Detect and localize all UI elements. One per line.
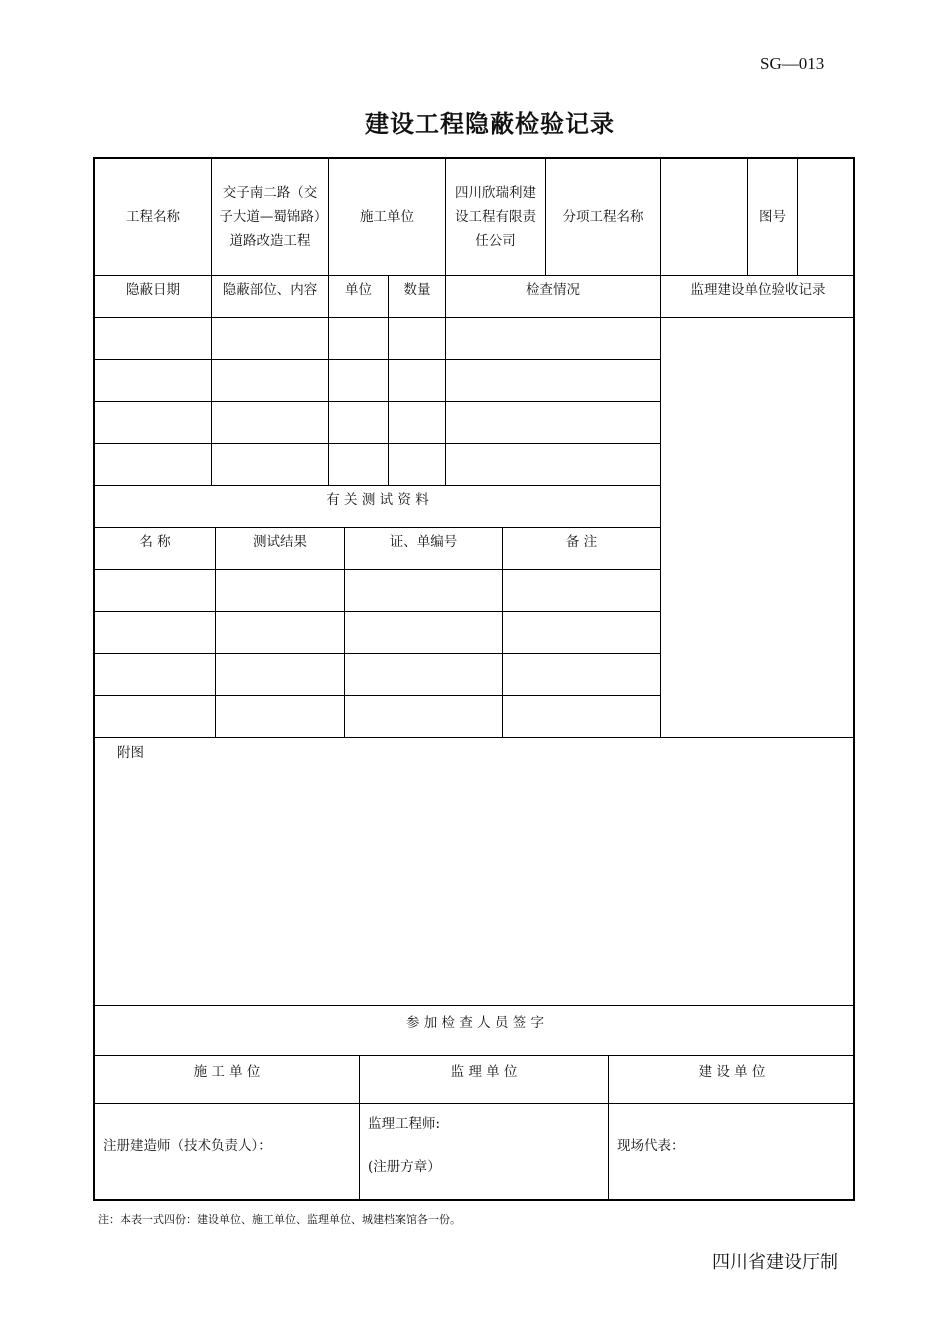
construction-unit-value: 四川欣瑞利建设工程有限责任公司 [455,185,536,249]
test-col-remark: 备 注 [565,534,598,550]
sig-building-unit: 建 设 单 位 [698,1064,766,1080]
attachment-label: 附图 [117,745,144,761]
col-location: 隐蔽部位、内容 [222,282,318,298]
form-title: 建设工程隐蔽检验记录 [365,110,615,138]
record-table [93,157,855,1201]
construction-unit-label: 施工单位 [360,209,414,225]
footnote: 注：本表一式四份：建设单位、施工单位、监理单位、城建档案馆各一份。 [98,1213,461,1226]
form-code: SG—013 [760,54,825,73]
project-name-value: 交子南二路（交子大道—蜀锦路）道路改造工程 [219,185,321,249]
drawing-no-value[interactable] [798,159,855,275]
test-col-result: 测试结果 [253,534,307,550]
col-inspection: 检查情况 [526,282,580,298]
col-quantity: 数量 [403,282,431,298]
registered-seal-label: (注册方章） [368,1159,441,1175]
signature-heading: 参 加 检 查 人 员 签 字 [405,1015,545,1031]
test-data-heading: 有 关 测 试 资 料 [326,492,429,508]
project-name-label: 工程名称 [126,209,180,225]
col-unit: 单位 [345,282,372,298]
registered-builder-label: 注册建造师（技术负责人）： [103,1138,272,1154]
sub-project-label: 分项工程名称 [562,209,644,225]
supervision-engineer-label: 监理工程师: [368,1116,441,1132]
sig-construction-unit: 施 工 单 位 [193,1064,261,1080]
site-rep-label: 现场代表： [617,1138,685,1154]
issuer: 四川省建设厅制 [712,1252,838,1273]
col-date: 隐蔽日期 [126,282,180,298]
test-col-name: 名 称 [139,534,171,550]
test-col-cert: 证、单编号 [389,534,458,550]
drawing-no-label: 图号 [759,209,786,225]
sig-supervision-unit: 监 理 单 位 [450,1064,518,1080]
col-supervision: 监理建设单位验收记录 [690,282,826,298]
sub-project-value[interactable] [661,159,747,275]
